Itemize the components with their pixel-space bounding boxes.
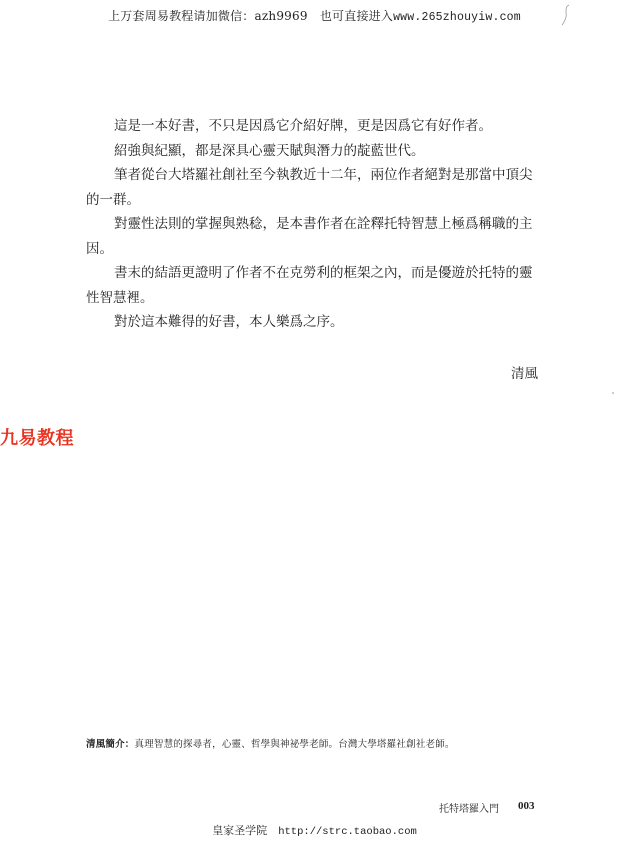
author-bio-label: 清風簡介： <box>86 739 135 750</box>
footer-watermark-text: 皇家圣学院 <box>212 824 279 837</box>
footer-watermark <box>0 822 629 838</box>
signature: 清風 <box>511 366 538 382</box>
paragraph: 紹強與紀顯，都是深具心靈天賦與潛力的靛藍世代。 <box>114 142 425 159</box>
header-watermark <box>0 7 629 24</box>
author-bio <box>86 736 455 750</box>
paragraph: 對靈性法則的掌握與熟稔，是本書作者在詮釋托特智慧上極爲稱職的主因。 <box>86 216 533 257</box>
paragraph: 這是一本好書，不只是因爲它介紹好牌，更是因爲它有好作者。 <box>114 118 492 134</box>
preface-body <box>86 114 542 335</box>
scan-speck <box>612 392 614 394</box>
page-number: 003 <box>518 800 535 812</box>
brand-watermark: 九易教程 <box>0 428 74 449</box>
footer-book-title: 托特塔羅入門 <box>439 804 499 815</box>
header-watermark-url[interactable]: www.265zhouyiw.com <box>393 11 521 24</box>
paragraph: 書末的結語更證明了作者不在克勞利的框架之內，而是優遊於托特的靈性智慧裡。 <box>86 265 533 306</box>
header-watermark-text: 上万套周易教程请加微信：azh9969 也可直接进入 <box>108 9 394 23</box>
footer-watermark-url[interactable]: http://strc.taobao.com <box>278 826 417 838</box>
paragraph: 筆者從台大塔羅社創社至今執教近十二年，兩位作者絕對是那當中頂尖的一群。 <box>86 167 533 208</box>
paragraph: 對於這本難得的好書，本人樂爲之序。 <box>114 314 344 330</box>
author-bio-text: 真理智慧的探尋者，心靈、哲學與神祕學老師。台灣大學塔羅社創社老師。 <box>134 739 455 750</box>
corner-scan-mark <box>561 4 571 26</box>
